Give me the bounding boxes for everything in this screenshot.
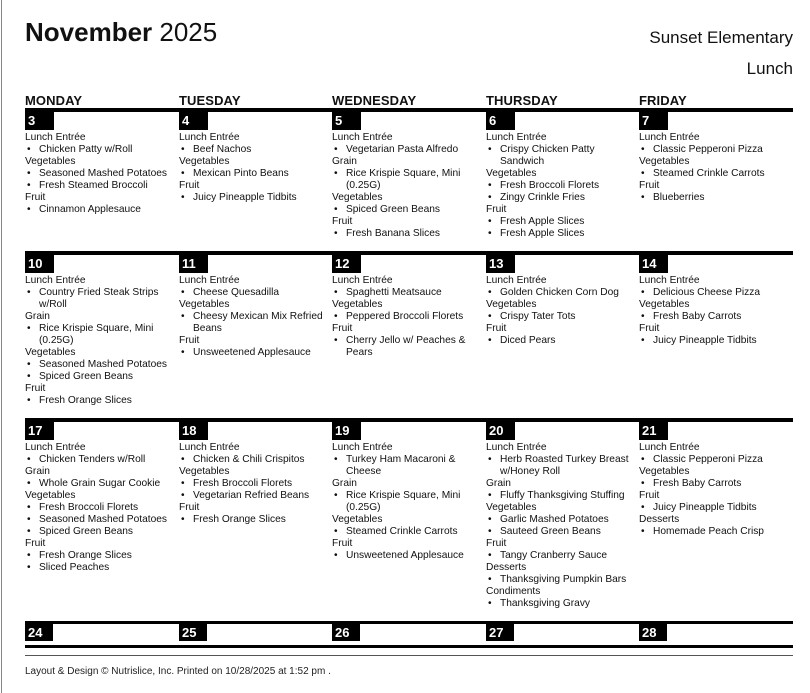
menu-item-label: Cinnamon Applesauce	[39, 204, 141, 215]
bullet-icon: •	[27, 454, 31, 465]
bullet-icon: •	[641, 526, 645, 537]
menu-category: Grain	[332, 478, 357, 489]
bullet-icon: •	[27, 526, 31, 537]
bullet-icon: •	[27, 168, 31, 179]
day-number: 19	[332, 421, 361, 440]
menu-item-label: Spiced Green Beans	[39, 371, 134, 382]
day-number: 18	[179, 421, 208, 440]
bullet-icon: •	[641, 144, 645, 155]
menu-category: Vegetables	[332, 299, 383, 310]
year: 2025	[159, 17, 218, 47]
menu-item	[639, 311, 791, 323]
menu-item	[639, 526, 791, 538]
page-title	[25, 16, 217, 48]
day-number: 17	[25, 421, 54, 440]
bullet-icon: •	[181, 454, 185, 465]
menu-item	[639, 287, 791, 299]
menu-item	[179, 478, 331, 490]
week-divider	[25, 108, 793, 112]
menu-category: Lunch Entrée	[25, 132, 86, 143]
menu-category: Vegetables	[25, 156, 76, 167]
menu-item	[639, 168, 791, 180]
day-cell	[25, 275, 177, 407]
bullet-icon: •	[27, 323, 31, 334]
menu-item	[25, 478, 177, 490]
menu-item	[25, 323, 177, 347]
menu-item-label: Unsweetened Applesauce	[346, 550, 464, 561]
menu-item-label: Classic Pepperoni Pizza	[653, 144, 763, 155]
menu-item	[179, 311, 331, 335]
menu-item-label: Seasoned Mashed Potatoes	[39, 514, 168, 525]
menu-item	[25, 454, 177, 466]
menu-category: Fruit	[486, 204, 507, 215]
menu-category: Grain	[486, 478, 511, 489]
bullet-icon: •	[181, 168, 185, 179]
bullet-icon: •	[27, 180, 31, 191]
menu-item-label: Beef Nachos	[193, 144, 252, 155]
menu-item	[332, 490, 484, 514]
bullet-icon: •	[488, 228, 492, 239]
menu-item	[25, 204, 177, 216]
menu-category: Vegetables	[486, 168, 537, 179]
bullet-icon: •	[488, 550, 492, 561]
bullet-icon: •	[27, 502, 31, 513]
menu-category: Vegetables	[486, 502, 537, 513]
bullet-icon: •	[334, 287, 338, 298]
menu-item	[486, 598, 638, 610]
menu-category: Fruit	[179, 335, 200, 346]
menu-category: Fruit	[25, 192, 46, 203]
bullet-icon: •	[181, 287, 185, 298]
week-divider	[25, 251, 793, 255]
menu-item	[332, 526, 484, 538]
menu-item-label: Vegetarian Pasta Alfredo	[346, 144, 459, 155]
menu-item	[332, 228, 484, 240]
menu-item-label: Fresh Apple Slices	[500, 216, 585, 227]
menu-item-label: Rice Krispie Square, Mini (0.25G)	[346, 490, 461, 513]
bullet-icon: •	[27, 514, 31, 525]
bullet-icon: •	[488, 526, 492, 537]
menu-category: Grain	[25, 311, 50, 322]
menu-item-label: Zingy Crinkle Fries	[500, 192, 585, 203]
bullet-icon: •	[27, 478, 31, 489]
bullet-icon: •	[641, 192, 645, 203]
bullet-icon: •	[488, 598, 492, 609]
menu-category: Lunch Entrée	[332, 132, 393, 143]
menu-item	[486, 490, 638, 502]
meal-type: Lunch	[746, 59, 793, 78]
day-number: 12	[332, 254, 361, 273]
bullet-icon: •	[641, 168, 645, 179]
menu-item-label: Diced Pears	[500, 335, 556, 346]
menu-category: Fruit	[332, 538, 353, 549]
bullet-icon: •	[334, 144, 338, 155]
bullet-icon: •	[27, 204, 31, 215]
day-number: 11	[179, 254, 208, 273]
menu-item	[486, 311, 638, 323]
day-name-tuesday: TUESDAY	[179, 93, 241, 108]
menu-category: Fruit	[25, 383, 46, 394]
bullet-icon: •	[488, 216, 492, 227]
menu-item-label: Whole Grain Sugar Cookie	[39, 478, 161, 489]
day-number: 25	[179, 624, 207, 641]
bullet-icon: •	[641, 454, 645, 465]
menu-category: Fruit	[179, 502, 200, 513]
day-cell	[179, 275, 331, 359]
menu-item-label: Fresh Apple Slices	[500, 228, 585, 239]
menu-item-label: Fresh Baby Carrots	[653, 478, 742, 489]
menu-item-label: Sauteed Green Beans	[500, 526, 601, 537]
day-cell	[332, 132, 484, 240]
menu-category: Fruit	[25, 538, 46, 549]
menu-item-label: Chicken Tenders w/Roll	[39, 454, 146, 465]
menu-category: Vegetables	[639, 299, 690, 310]
menu-item	[179, 168, 331, 180]
left-border	[1, 0, 2, 693]
menu-item	[25, 562, 177, 574]
menu-category: Fruit	[332, 323, 353, 334]
bullet-icon: •	[181, 514, 185, 525]
bullet-icon: •	[334, 335, 338, 346]
menu-item-label: Homemade Peach Crisp	[653, 526, 764, 537]
menu-item-label: Thanksgiving Pumpkin Bars	[500, 574, 627, 585]
day-cell	[639, 442, 791, 538]
menu-item	[332, 335, 484, 359]
bullet-icon: •	[334, 204, 338, 215]
day-number: 28	[639, 624, 667, 641]
bullet-icon: •	[334, 550, 338, 561]
menu-item	[486, 550, 638, 562]
menu-item-label: Juicy Pineapple Tidbits	[193, 192, 297, 203]
menu-category: Lunch Entrée	[639, 132, 700, 143]
school-name: Sunset Elementary	[649, 28, 793, 47]
menu-item	[179, 454, 331, 466]
menu-item	[639, 335, 791, 347]
menu-category: Lunch Entrée	[639, 275, 700, 286]
menu-item-label: Spiced Green Beans	[346, 204, 441, 215]
bullet-icon: •	[181, 192, 185, 203]
bullet-icon: •	[488, 287, 492, 298]
bullet-icon: •	[27, 562, 31, 573]
menu-category: Desserts	[639, 514, 680, 525]
menu-item-label: Chicken Patty w/Roll	[39, 144, 133, 155]
bullet-icon: •	[488, 490, 492, 501]
menu-item-label: Juicy Pineapple Tidbits	[653, 502, 757, 513]
menu-item	[639, 502, 791, 514]
menu-category: Lunch Entrée	[332, 275, 393, 286]
menu-item-label: Fresh Banana Slices	[346, 228, 441, 239]
menu-category: Vegetables	[639, 156, 690, 167]
menu-item	[25, 287, 177, 311]
menu-category: Vegetables	[25, 347, 76, 358]
menu-item-label: Blueberries	[653, 192, 705, 203]
menu-item	[486, 287, 638, 299]
menu-item	[179, 144, 331, 156]
menu-category: Lunch Entrée	[332, 442, 393, 453]
bullet-icon: •	[334, 490, 338, 501]
last-week-bar	[25, 621, 793, 648]
menu-item-label: Fresh Broccoli Florets	[39, 502, 139, 513]
menu-item-label: Steamed Crinkle Carrots	[653, 168, 765, 179]
menu-item	[639, 478, 791, 490]
menu-category: Vegetables	[179, 466, 230, 477]
bullet-icon: •	[488, 311, 492, 322]
day-cell	[179, 132, 331, 204]
bullet-icon: •	[27, 395, 31, 406]
menu-item-label: Rice Krispie Square, Mini (0.25G)	[346, 168, 461, 191]
day-cell	[332, 275, 484, 359]
menu-item-label: Cherry Jello w/ Peaches & Pears	[346, 335, 466, 358]
bullet-icon: •	[334, 228, 338, 239]
day-cell	[332, 442, 484, 562]
menu-item	[486, 514, 638, 526]
menu-item-label: Cheesy Mexican Mix Refried Beans	[193, 311, 323, 334]
menu-item-label: Fresh Baby Carrots	[653, 311, 742, 322]
menu-category: Vegetables	[486, 299, 537, 310]
menu-item	[25, 359, 177, 371]
menu-category: Lunch Entrée	[179, 442, 240, 453]
day-cell	[639, 132, 791, 204]
menu-item-label: Country Fried Steak Strips w/Roll	[39, 287, 159, 310]
menu-item-label: Seasoned Mashed Potatoes	[39, 168, 168, 179]
week-divider	[25, 418, 793, 422]
menu-item-label: Fresh Broccoli Florets	[193, 478, 293, 489]
menu-item	[332, 144, 484, 156]
bullet-icon: •	[641, 478, 645, 489]
menu-item	[332, 168, 484, 192]
day-number: 6	[486, 111, 515, 130]
bullet-icon: •	[27, 359, 31, 370]
bullet-icon: •	[27, 371, 31, 382]
menu-item-label: Thanksgiving Gravy	[500, 598, 591, 609]
day-number: 27	[486, 624, 514, 641]
footer-text: Layout & Design © Nutrislice, Inc. Printed on 10/28/2025 at 1:52 pm .	[25, 666, 331, 677]
menu-item-label: Herb Roasted Turkey Breast w/Honey Roll	[500, 454, 629, 477]
bullet-icon: •	[181, 347, 185, 358]
menu-item	[179, 192, 331, 204]
bullet-icon: •	[334, 168, 338, 179]
menu-category: Lunch Entrée	[25, 442, 86, 453]
menu-item	[25, 371, 177, 383]
menu-category: Grain	[25, 466, 50, 477]
bullet-icon: •	[641, 311, 645, 322]
menu-item-label: Golden Chicken Corn Dog	[500, 287, 619, 298]
menu-item-label: Mexican Pinto Beans	[193, 168, 289, 179]
day-number: 21	[639, 421, 668, 440]
menu-item-label: Juicy Pineapple Tidbits	[653, 335, 757, 346]
menu-item	[179, 514, 331, 526]
menu-category: Grain	[332, 156, 357, 167]
bullet-icon: •	[27, 287, 31, 298]
menu-item	[486, 180, 638, 192]
menu-item	[486, 574, 638, 586]
menu-item	[332, 311, 484, 323]
menu-item	[332, 287, 484, 299]
menu-category: Fruit	[486, 323, 507, 334]
bullet-icon: •	[334, 311, 338, 322]
menu-item	[179, 347, 331, 359]
menu-item-label: Fresh Broccoli Florets	[500, 180, 600, 191]
bullet-icon: •	[27, 550, 31, 561]
menu-item-label: Sliced Peaches	[39, 562, 110, 573]
menu-category: Lunch Entrée	[179, 275, 240, 286]
bullet-icon: •	[488, 180, 492, 191]
menu-category: Lunch Entrée	[25, 275, 86, 286]
day-number: 24	[25, 624, 53, 641]
menu-item-label: Rice Krispie Square, Mini (0.25G)	[39, 323, 154, 346]
menu-category: Lunch Entrée	[639, 442, 700, 453]
menu-item-label: Tangy Cranberry Sauce	[500, 550, 608, 561]
menu-category: Fruit	[639, 180, 660, 191]
menu-item	[25, 514, 177, 526]
menu-item	[486, 228, 638, 240]
menu-category: Vegetables	[179, 156, 230, 167]
menu-item	[639, 144, 791, 156]
menu-item-label: Peppered Broccoli Florets	[346, 311, 464, 322]
menu-item	[25, 550, 177, 562]
day-cell	[25, 132, 177, 216]
day-name-monday: MONDAY	[25, 93, 83, 108]
bullet-icon: •	[181, 311, 185, 322]
bullet-icon: •	[641, 502, 645, 513]
menu-category: Vegetables	[332, 192, 383, 203]
menu-item	[25, 144, 177, 156]
menu-category: Fruit	[332, 216, 353, 227]
menu-item	[332, 454, 484, 478]
menu-item	[25, 180, 177, 192]
menu-item	[639, 454, 791, 466]
day-number: 3	[25, 111, 54, 130]
menu-item-label: Spiced Green Beans	[39, 526, 134, 537]
bullet-icon: •	[488, 514, 492, 525]
day-number: 14	[639, 254, 668, 273]
menu-item	[486, 216, 638, 228]
day-cell	[486, 132, 638, 240]
menu-category: Vegetables	[639, 466, 690, 477]
day-name-thursday: THURSDAY	[486, 93, 558, 108]
bullet-icon: •	[181, 490, 185, 501]
month-name: November	[25, 17, 153, 47]
day-number: 5	[332, 111, 361, 130]
menu-item-label: Delicious Cheese Pizza	[653, 287, 761, 298]
menu-item-label: Fresh Orange Slices	[193, 514, 286, 525]
bullet-icon: •	[27, 144, 31, 155]
menu-item-label: Fresh Steamed Broccoli	[39, 180, 148, 191]
day-number: 13	[486, 254, 515, 273]
bullet-icon: •	[641, 287, 645, 298]
menu-category: Lunch Entrée	[486, 275, 547, 286]
day-cell	[639, 275, 791, 347]
menu-item	[486, 454, 638, 478]
bullet-icon: •	[334, 454, 338, 465]
menu-category: Vegetables	[179, 299, 230, 310]
day-cell	[25, 442, 177, 574]
menu-category: Lunch Entrée	[486, 132, 547, 143]
menu-category: Lunch Entrée	[486, 442, 547, 453]
menu-item	[486, 144, 638, 168]
bullet-icon: •	[641, 335, 645, 346]
bullet-icon: •	[488, 335, 492, 346]
menu-category: Fruit	[486, 538, 507, 549]
menu-item-label: Fluffy Thanksgiving Stuffing	[500, 490, 625, 501]
bullet-icon: •	[181, 478, 185, 489]
menu-item-label: Turkey Ham Macaroni & Cheese	[346, 454, 456, 477]
day-number: 26	[332, 624, 360, 641]
bullet-icon: •	[334, 526, 338, 537]
menu-item-label: Unsweetened Applesauce	[193, 347, 311, 358]
menu-item-label: Steamed Crinkle Carrots	[346, 526, 458, 537]
menu-category: Condiments	[486, 586, 541, 597]
day-number: 7	[639, 111, 668, 130]
day-number: 20	[486, 421, 515, 440]
menu-item-label: Crispy Chicken Patty Sandwich	[500, 144, 598, 167]
menu-category: Lunch Entrée	[179, 132, 240, 143]
bullet-icon: •	[488, 144, 492, 155]
menu-item	[486, 192, 638, 204]
menu-item	[25, 526, 177, 538]
menu-item	[332, 204, 484, 216]
bullet-icon: •	[488, 454, 492, 465]
menu-item	[25, 502, 177, 514]
day-name-wednesday: WEDNESDAY	[332, 93, 417, 108]
day-number: 4	[179, 111, 208, 130]
menu-item-label: Spaghetti Meatsauce	[346, 287, 442, 298]
menu-item	[639, 192, 791, 204]
bullet-icon: •	[181, 144, 185, 155]
menu-category: Desserts	[486, 562, 527, 573]
footer-divider	[25, 655, 793, 656]
menu-category: Fruit	[639, 323, 660, 334]
menu-item-label: Vegetarian Refried Beans	[193, 490, 310, 501]
day-cell	[486, 275, 638, 347]
menu-category: Fruit	[179, 180, 200, 191]
menu-item	[179, 490, 331, 502]
menu-item	[486, 526, 638, 538]
menu-item-label: Crispy Tater Tots	[500, 311, 576, 322]
menu-item	[179, 287, 331, 299]
menu-item-label: Classic Pepperoni Pizza	[653, 454, 763, 465]
day-number: 10	[25, 254, 54, 273]
menu-item-label: Fresh Orange Slices	[39, 395, 132, 406]
menu-category: Vegetables	[332, 514, 383, 525]
day-cell	[179, 442, 331, 526]
menu-item	[332, 550, 484, 562]
menu-item	[25, 395, 177, 407]
bullet-icon: •	[488, 574, 492, 585]
menu-item-label: Garlic Mashed Potatoes	[500, 514, 609, 525]
menu-category: Fruit	[639, 490, 660, 501]
day-cell	[486, 442, 638, 610]
menu-item	[25, 168, 177, 180]
menu-item-label: Chicken & Chili Crispitos	[193, 454, 305, 465]
menu-item	[486, 335, 638, 347]
menu-item-label: Fresh Orange Slices	[39, 550, 132, 561]
menu-item-label: Seasoned Mashed Potatoes	[39, 359, 168, 370]
menu-item-label: Cheese Quesadilla	[193, 287, 280, 298]
menu-category: Vegetables	[25, 490, 76, 501]
day-name-friday: FRIDAY	[639, 93, 687, 108]
bullet-icon: •	[488, 192, 492, 203]
